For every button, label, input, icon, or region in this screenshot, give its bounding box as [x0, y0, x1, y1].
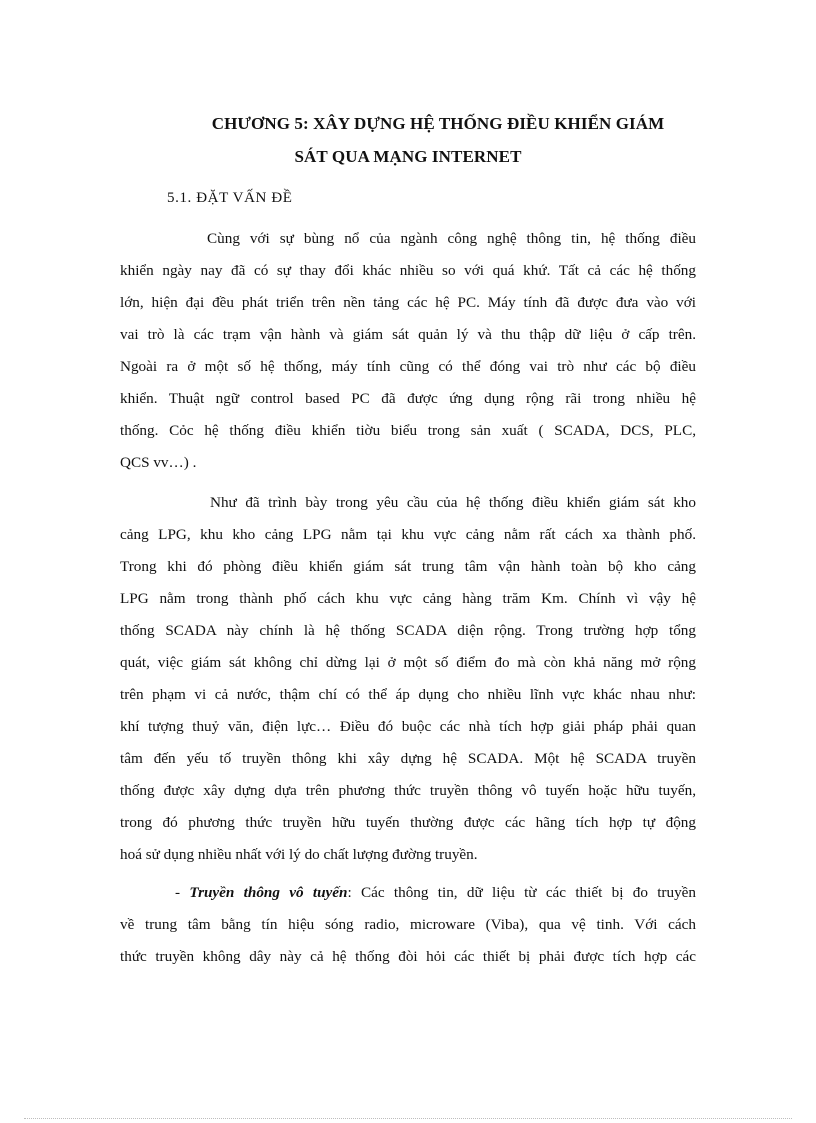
- paragraph-1-line: Cùng với sự bùng nổ của ngành công nghệ thông tin, hệ thống điều: [207, 230, 696, 247]
- paragraph-1-line: khiển. Thuật ngữ control based PC đã được ứng dụng rộng rãi trong nhiều hệ: [120, 390, 696, 407]
- paragraph-2-line: tâm đến yếu tố truyền thông khi xây dựng hệ SCADA. Một hệ SCADA truyền: [120, 750, 696, 767]
- paragraph-2-line: hoá sử dụng nhiều nhất với lý do chất lượng đường truyền.: [120, 846, 478, 863]
- page-bottom-rule: [24, 1118, 792, 1119]
- paragraph-2-line: thống được xây dựng dựa trên phương thức truyền thông vô tuyến hoặc hữu tuyến,: [120, 782, 696, 799]
- paragraph-2-line: LPG nằm trong thành phố cách khu vực cảng hàng trăm Km. Chính vì vậy hệ: [120, 590, 696, 607]
- paragraph-3-line: thức truyền không dây này cả hệ thống đòi hỏi các thiết bị phải được tích hợp các: [120, 948, 696, 965]
- paragraph-1-line: vai trò là các trạm vận hành và giám sát quản lý và thu thập dữ liệu ở cấp trên.: [120, 326, 696, 343]
- paragraph-2-line: quát, việc giám sát không chỉ dừng lại ở một số điểm đo mà còn khả năng mở rộng: [120, 654, 696, 671]
- paragraph-1-line: khiển ngày nay đã có sự thay đổi khác nhiều so với quá khứ. Tất cả các hệ thống: [120, 262, 696, 279]
- paragraph-3-line: về trung tâm bằng tín hiệu sóng radio, microware (Viba), qua vệ tinh. Với cách: [120, 916, 696, 933]
- section-heading: 5.1. ĐẶT VẤN ĐỀ: [167, 190, 293, 206]
- paragraph-2-line: Trong khi đó phòng điều khiển giám sát trung tâm vận hành toàn bộ kho cảng: [120, 558, 696, 575]
- paragraph-3-first-line: [175, 883, 696, 903]
- chapter-title-line-1: CHƯƠNG 5: XÂY DỰNG HỆ THỐNG ĐIỀU KHIỂN GIÁM: [211, 114, 665, 133]
- paragraph-1-line: thống. Cỏc hệ thống điều khiển tiờu biểu trong sản xuất ( SCADA, DCS, PLC,: [120, 422, 696, 439]
- paragraph-3-first-line-text: : Các thông tin, dữ liệu từ các thiết bị đo truyền: [347, 884, 696, 901]
- list-dash: -: [175, 884, 190, 901]
- paragraph-1-line: lớn, hiện đại đều phát triển trên nền tảng các hệ PC. Máy tính đã được đưa vào với: [120, 294, 696, 311]
- paragraph-2-line: khí tượng thuỷ văn, điện lực… Điều đó buộc các nhà tích hợp giải pháp phải quan: [120, 718, 696, 735]
- paragraph-2-line: Như đã trình bày trong yêu cầu của hệ thống điều khiển giám sát kho: [210, 494, 696, 511]
- paragraph-1-line: Ngoài ra ở một số hệ thống, máy tính cũng có thể đóng vai trò như các bộ điều: [120, 358, 696, 375]
- chapter-title-line-2: SÁT QUA MẠNG INTERNET: [294, 147, 522, 166]
- paragraph-2-line: thống SCADA này chính là hệ thống SCADA diện rộng. Trong trường hợp tổng: [120, 622, 696, 639]
- paragraph-2-line: trong đó phương thức truyền hữu tuyến thường được các hãng tích hợp tự động: [120, 814, 696, 831]
- paragraph-2-line: trên phạm vi cả nước, thậm chí có thể áp dụng cho nhiều lĩnh vực khác nhau như:: [120, 686, 696, 703]
- paragraph-2-line: cảng LPG, khu kho cảng LPG nằm tại khu vực cảng nằm rất cách xa thành phố.: [120, 526, 696, 543]
- term-wireless-communication: Truyền thông vô tuyến: [189, 884, 348, 901]
- paragraph-1-line: QCS vv…) .: [120, 454, 197, 471]
